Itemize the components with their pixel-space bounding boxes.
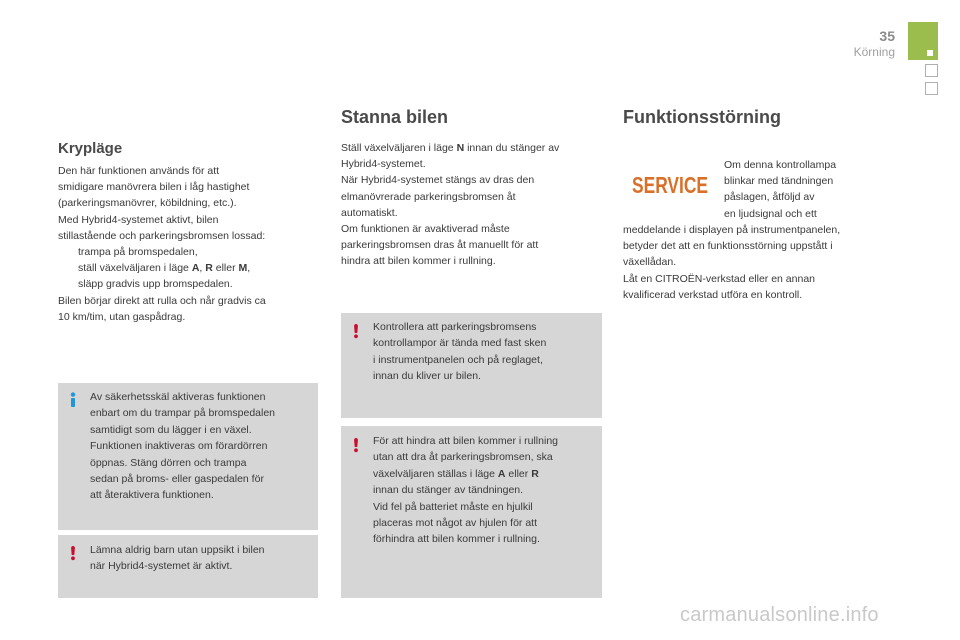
gear-r-label: R (531, 467, 539, 480)
connector-text: eller (212, 262, 239, 275)
section-tab[interactable] (908, 22, 938, 60)
section-title: Körning (853, 45, 895, 59)
note-line: För att hindra att bilen kommer i rullning (373, 435, 558, 447)
stop-heading: Stanna bilen (341, 107, 449, 127)
note-line: i instrumentpanelen och på reglaget, (373, 353, 543, 366)
nav-square-1[interactable] (925, 64, 938, 77)
bullet-item (58, 276, 318, 292)
crawl-heading: Krypläge (58, 140, 123, 157)
stop-line: hindra att bilen kommer i rullning. (341, 255, 496, 268)
warning-note-text (90, 542, 316, 575)
note-line: förhindra att bilen kommer i rullning. (373, 533, 540, 546)
bullet-item (58, 244, 318, 260)
gear-n-label: N (456, 142, 465, 154)
crawl-line: 10 km/tim, utan gaspådrag. (58, 310, 186, 323)
tab-marker (927, 50, 933, 56)
crawl-line: Bilen börjar direkt att rulla och når gradvis ca (58, 294, 266, 307)
note-line: innan du kliver ur bilen. (373, 370, 481, 383)
stop-line: elmanövrerade parkeringsbromsen åt (341, 190, 516, 203)
connector-text: eller (505, 467, 532, 480)
nav-square-2[interactable] (925, 82, 938, 95)
bullet-text: trampa på bromspedalen, (78, 246, 198, 259)
service-warning-lamp-icon (630, 168, 710, 200)
stop-line: Om funktionen är avaktiverad måste (341, 223, 510, 236)
note-line: att återaktivera funktionen. (90, 489, 214, 502)
punctuation: , (247, 262, 251, 275)
note-line: Lämna aldrig barn utan uppsikt i bilen (90, 544, 265, 556)
crawl-body (58, 163, 318, 325)
crawl-line: stillastående och parkeringsbromsen lossad: (58, 229, 266, 242)
note-line: enbart om du trampar på bromspedalen (90, 407, 276, 420)
parking-brake-warning-text (373, 319, 599, 385)
malfunction-line: kvalificerad verkstad utföra en kontroll. (623, 288, 803, 301)
separator: , (199, 262, 206, 275)
malfunction-line: betyder det att en funktionsstörning uppstått i (623, 240, 833, 253)
malfunction-line: meddelande i displayen på instrumentpanelen, (623, 224, 841, 236)
warning-icon (66, 545, 80, 561)
stop-line: parkeringsbromsen dras åt manuellt för att (341, 239, 539, 252)
note-line: utan att dra åt parkeringsbromsen, ska (373, 451, 553, 464)
gear-m-label: M (238, 262, 248, 275)
note-line: placeras mot något av hjulen för att (373, 517, 538, 530)
malfunction-intro (724, 157, 894, 222)
malfunction-line: påslagen, åtföljd av (724, 191, 815, 204)
malfunction-line: växellådan. (623, 256, 677, 269)
stop-line: Hybrid4-systemet. (341, 158, 426, 171)
gear-r-label: R (205, 262, 213, 275)
note-text: växelväljaren ställas i läge (373, 467, 498, 480)
rolling-warning-text (373, 433, 599, 548)
note-line: kontrollampor är tända med fast sken (373, 337, 547, 350)
gear-a-label: A (191, 262, 200, 275)
watermark: carmanualsonline.info (680, 604, 879, 626)
note-line: Kontrollera att parkeringsbromsens (373, 321, 537, 333)
malfunction-heading: Funktionsstörning (623, 107, 781, 127)
note-line: Av säkerhetsskäl aktiveras funktionen (90, 391, 266, 403)
stop-line (341, 140, 603, 156)
malfunction-line: en ljudsignal och ett (724, 207, 817, 220)
note-line: öppnas. Stäng dörren och trampa (90, 456, 247, 469)
note-line: innan du stänger av tändningen. (373, 484, 524, 497)
malfunction-line: blinkar med tändningen (724, 175, 834, 188)
gear-a-label: A (497, 467, 506, 480)
service-lamp-label: SERVICE (632, 172, 708, 198)
warning-icon (349, 437, 363, 453)
crawl-line: smidigare manövrera bilen i låg hastighet (58, 181, 250, 194)
bullet-text: släpp gradvis upp bromspedalen. (78, 278, 233, 291)
note-line: samtidigt som du lägger i en växel. (90, 423, 252, 436)
crawl-line: (parkeringsmanövrer, köbildning, etc.). (58, 197, 237, 210)
warning-icon (349, 323, 363, 339)
stop-line: När Hybrid4-systemet stängs av dras den (341, 174, 535, 187)
stop-body (341, 140, 603, 270)
note-line: sedan på broms- eller gaspedalen för (90, 473, 264, 486)
note-line: Funktionen inaktiveras om förardörren (90, 440, 268, 453)
note-line (373, 466, 599, 482)
note-line: när Hybrid4-systemet är aktivt. (90, 560, 233, 573)
note-line: Vid fel på batteriet måste en hjulkil (373, 500, 533, 513)
bullet-text: ställ växelväljaren i läge (78, 262, 192, 275)
stop-text: Ställ växelväljaren i läge (341, 142, 457, 154)
malfunction-body (623, 222, 898, 303)
page-number: 35 (879, 28, 895, 44)
info-icon (66, 392, 80, 408)
bullet-item (58, 260, 318, 276)
crawl-line: Den här funktionen används för att (58, 165, 220, 177)
crawl-line: Med Hybrid4-systemet aktivt, bilen (58, 213, 219, 226)
malfunction-line: Om denna kontrollampa (724, 159, 837, 171)
stop-line: automatiskt. (341, 206, 398, 219)
stop-text: innan du stänger av (464, 142, 560, 154)
info-note-text (90, 389, 316, 504)
malfunction-line: Låt en CITROËN-verkstad eller en annan (623, 272, 816, 285)
